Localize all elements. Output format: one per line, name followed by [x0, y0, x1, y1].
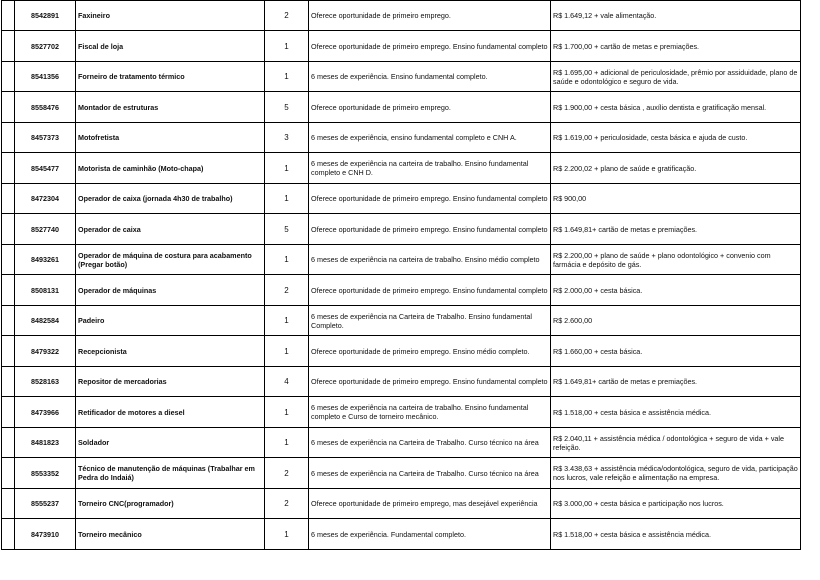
- table-row: [2, 397, 801, 428]
- requirements-cell: 6 meses de experiência. Fundamental completo.: [309, 519, 551, 550]
- salary-benefits-cell: R$ 1.660,00 + cesta básica.: [551, 336, 801, 367]
- table-row: [2, 306, 801, 336]
- job-title-cell: Retificador de motores a diesel: [76, 397, 265, 428]
- vacancy-count-cell: 2: [265, 275, 309, 306]
- salary-benefits-cell: R$ 1.695,00 + adicional de periculosidade, prêmio por assiduidade, plano de saúde e odontológico e seguro de vida.: [551, 62, 801, 92]
- table-row: [2, 153, 801, 184]
- requirements-cell: 6 meses de experiência na carteira de trabalho. Ensino médio completo: [309, 245, 551, 275]
- table-row: [2, 31, 801, 62]
- vacancy-count-cell: 5: [265, 92, 309, 123]
- job-code-cell: 8508131: [15, 275, 76, 306]
- requirements-cell: 6 meses de experiência na Carteira de Trabalho. Ensino fundamental Completo.: [309, 306, 551, 336]
- salary-benefits-cell: R$ 1.649,81+ cartão de metas e premiações.: [551, 367, 801, 397]
- job-code-cell: 8482584: [15, 306, 76, 336]
- job-code-cell: 8527702: [15, 31, 76, 62]
- vacancy-count-cell: 1: [265, 245, 309, 275]
- salary-benefits-cell: R$ 1.619,00 + periculosidade, cesta básica e ajuda de custo.: [551, 123, 801, 153]
- requirements-cell: Oferece oportunidade de primeiro emprego. Ensino fundamental completo: [309, 31, 551, 62]
- row-margin-cell: [2, 31, 15, 62]
- job-title-cell: Operador de máquinas: [76, 275, 265, 306]
- requirements-cell: Oferece oportunidade de primeiro emprego. Ensino fundamental completo: [309, 184, 551, 214]
- table-row: [2, 123, 801, 153]
- salary-benefits-cell: R$ 3.000,00 + cesta básica e participação nos lucros.: [551, 489, 801, 519]
- salary-benefits-cell: R$ 2.040,11 + assistência médica / odontológica + seguro de vida + vale refeição.: [551, 428, 801, 458]
- row-margin-cell: [2, 367, 15, 397]
- table-row: [2, 1, 801, 31]
- job-code-cell: 8555237: [15, 489, 76, 519]
- row-margin-cell: [2, 184, 15, 214]
- table-row: [2, 184, 801, 214]
- requirements-cell: 6 meses de experiência na carteira de trabalho. Ensino fundamental completo e Curso de torneiro mecânico.: [309, 397, 551, 428]
- table-row: [2, 428, 801, 458]
- requirements-cell: Oferece oportunidade de primeiro emprego.: [309, 1, 551, 31]
- job-code-cell: 8472304: [15, 184, 76, 214]
- salary-benefits-cell: R$ 1.518,00 + cesta básica e assistência médica.: [551, 519, 801, 550]
- table-row: [2, 214, 801, 245]
- job-code-cell: 8473966: [15, 397, 76, 428]
- vacancy-count-cell: 1: [265, 336, 309, 367]
- row-margin-cell: [2, 214, 15, 245]
- vacancy-count-cell: 5: [265, 214, 309, 245]
- job-title-cell: Recepcionista: [76, 336, 265, 367]
- vacancy-count-cell: 3: [265, 123, 309, 153]
- job-title-cell: Operador de máquina de costura para acabamento (Pregar botão): [76, 245, 265, 275]
- requirements-cell: Oferece oportunidade de primeiro emprego. Ensino médio completo.: [309, 336, 551, 367]
- job-title-cell: Padeiro: [76, 306, 265, 336]
- vacancy-count-cell: 1: [265, 31, 309, 62]
- table-row: [2, 62, 801, 92]
- job-code-cell: 8528163: [15, 367, 76, 397]
- requirements-cell: 6 meses de experiência na Carteira de Trabalho. Curso técnico na área: [309, 428, 551, 458]
- job-title-cell: Operador de caixa: [76, 214, 265, 245]
- requirements-cell: 6 meses de experiência na carteira de trabalho. Ensino fundamental completo e CNH D.: [309, 153, 551, 184]
- job-listings-table: [1, 0, 801, 550]
- job-code-cell: 8481823: [15, 428, 76, 458]
- table-row: [2, 245, 801, 275]
- vacancy-count-cell: 1: [265, 184, 309, 214]
- job-title-cell: Montador de estruturas: [76, 92, 265, 123]
- salary-benefits-cell: R$ 2.600,00: [551, 306, 801, 336]
- row-margin-cell: [2, 428, 15, 458]
- job-title-cell: Soldador: [76, 428, 265, 458]
- salary-benefits-cell: R$ 1.649,81+ cartão de metas e premiações.: [551, 214, 801, 245]
- requirements-cell: Oferece oportunidade de primeiro emprego, mas desejável experiência: [309, 489, 551, 519]
- job-title-cell: Torneiro CNC(programador): [76, 489, 265, 519]
- salary-benefits-cell: R$ 1.518,00 + cesta básica e assistência médica.: [551, 397, 801, 428]
- job-title-cell: Motorista de caminhão (Moto-chapa): [76, 153, 265, 184]
- row-margin-cell: [2, 489, 15, 519]
- row-margin-cell: [2, 336, 15, 367]
- job-code-cell: 8527740: [15, 214, 76, 245]
- job-title-cell: Faxineiro: [76, 1, 265, 31]
- job-listings-body: [2, 1, 801, 550]
- row-margin-cell: [2, 458, 15, 489]
- job-listings-sheet: [1, 0, 800, 552]
- vacancy-count-cell: 1: [265, 153, 309, 184]
- table-row: [2, 92, 801, 123]
- row-margin-cell: [2, 306, 15, 336]
- salary-benefits-cell: R$ 900,00: [551, 184, 801, 214]
- table-row: [2, 458, 801, 489]
- row-margin-cell: [2, 123, 15, 153]
- row-margin-cell: [2, 397, 15, 428]
- job-title-cell: Motofretista: [76, 123, 265, 153]
- job-title-cell: Torneiro mecânico: [76, 519, 265, 550]
- vacancy-count-cell: 4: [265, 367, 309, 397]
- salary-benefits-cell: R$ 2.200,00 + plano de saúde + plano odontológico + convenio com farmácia e depósito de gás.: [551, 245, 801, 275]
- table-row: [2, 275, 801, 306]
- table-row: [2, 336, 801, 367]
- salary-benefits-cell: R$ 1.700,00 + cartão de metas e premiações.: [551, 31, 801, 62]
- job-code-cell: 8558476: [15, 92, 76, 123]
- salary-benefits-cell: R$ 3.438,63 + assistência médica/odontológica, seguro de vida, participação nos lucros, vale refeição e alimentação na empresa.: [551, 458, 801, 489]
- row-margin-cell: [2, 62, 15, 92]
- requirements-cell: 6 meses de experiência, ensino fundamental completo e CNH A.: [309, 123, 551, 153]
- table-row: [2, 367, 801, 397]
- requirements-cell: 6 meses de experiência na Carteira de Trabalho. Curso técnico na área: [309, 458, 551, 489]
- vacancy-count-cell: 1: [265, 428, 309, 458]
- requirements-cell: Oferece oportunidade de primeiro emprego. Ensino fundamental completo: [309, 214, 551, 245]
- vacancy-count-cell: 2: [265, 489, 309, 519]
- row-margin-cell: [2, 275, 15, 306]
- vacancy-count-cell: 1: [265, 306, 309, 336]
- row-margin-cell: [2, 92, 15, 123]
- salary-benefits-cell: R$ 2.000,00 + cesta básica.: [551, 275, 801, 306]
- job-code-cell: 8545477: [15, 153, 76, 184]
- table-row: [2, 489, 801, 519]
- row-margin-cell: [2, 245, 15, 275]
- vacancy-count-cell: 1: [265, 519, 309, 550]
- table-row: [2, 519, 801, 550]
- job-code-cell: 8473910: [15, 519, 76, 550]
- job-title-cell: Forneiro de tratamento térmico: [76, 62, 265, 92]
- job-code-cell: 8479322: [15, 336, 76, 367]
- vacancy-count-cell: 1: [265, 62, 309, 92]
- vacancy-count-cell: 2: [265, 458, 309, 489]
- requirements-cell: 6 meses de experiência. Ensino fundamental completo.: [309, 62, 551, 92]
- row-margin-cell: [2, 1, 15, 31]
- job-code-cell: 8457373: [15, 123, 76, 153]
- job-title-cell: Fiscal de loja: [76, 31, 265, 62]
- job-title-cell: Técnico de manutenção de máquinas (Trabalhar em Pedra do Indaiá): [76, 458, 265, 489]
- job-title-cell: Repositor de mercadorias: [76, 367, 265, 397]
- row-margin-cell: [2, 153, 15, 184]
- row-margin-cell: [2, 519, 15, 550]
- job-title-cell: Operador de caixa (jornada 4h30 de trabalho): [76, 184, 265, 214]
- vacancy-count-cell: 1: [265, 397, 309, 428]
- salary-benefits-cell: R$ 1.649,12 + vale alimentação.: [551, 1, 801, 31]
- job-code-cell: 8541356: [15, 62, 76, 92]
- requirements-cell: Oferece oportunidade de primeiro emprego.: [309, 92, 551, 123]
- job-code-cell: 8542891: [15, 1, 76, 31]
- job-code-cell: 8553352: [15, 458, 76, 489]
- salary-benefits-cell: R$ 1.900,00 + cesta básica , auxílio dentista e gratificação mensal.: [551, 92, 801, 123]
- requirements-cell: Oferece oportunidade de primeiro emprego. Ensino fundamental completo: [309, 367, 551, 397]
- vacancy-count-cell: 2: [265, 1, 309, 31]
- requirements-cell: Oferece oportunidade de primeiro emprego. Ensino fundamental completo: [309, 275, 551, 306]
- job-code-cell: 8493261: [15, 245, 76, 275]
- salary-benefits-cell: R$ 2.200,02 + plano de saúde e gratificação.: [551, 153, 801, 184]
